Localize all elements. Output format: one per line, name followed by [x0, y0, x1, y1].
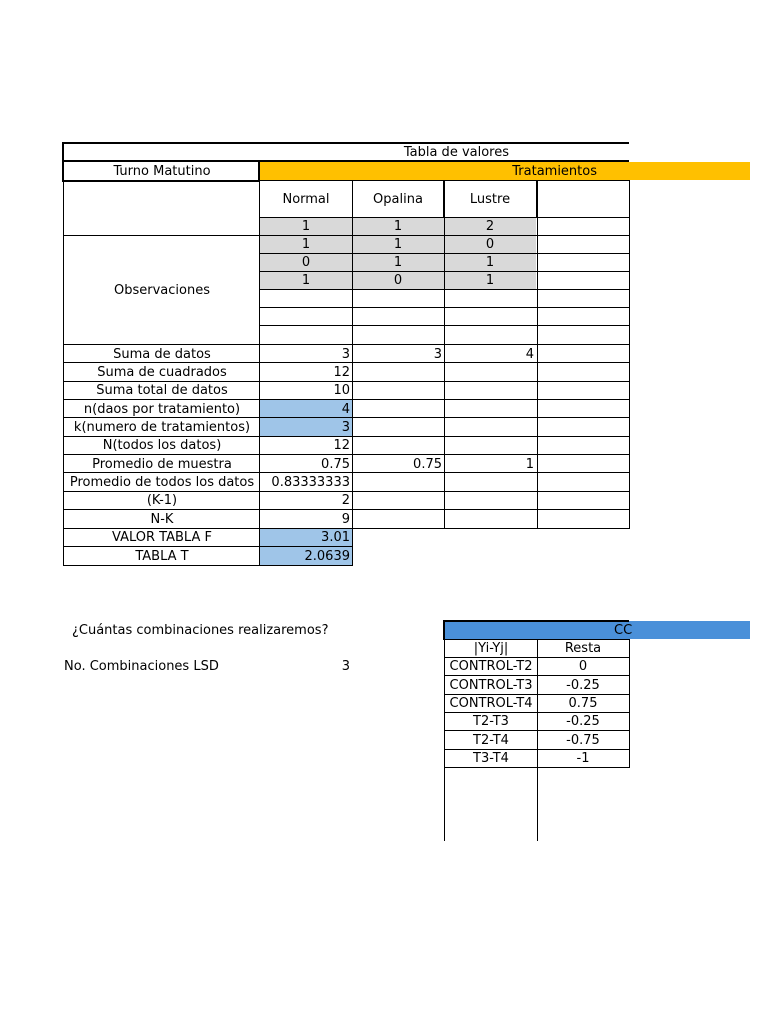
lsd-value: 3 [341, 658, 350, 674]
shift-label: Turno Matutino [113, 163, 211, 179]
stat-value: 1 [525, 456, 534, 472]
stat-value: 9 [341, 511, 350, 527]
resta-cell: -0.25 [566, 677, 600, 693]
stat-value: 0.75 [321, 456, 350, 472]
resta-cell: -0.75 [566, 732, 600, 748]
col-header-yi-yj: |Yi-Yj| [473, 640, 509, 656]
data-cell: 1 [352, 218, 444, 235]
resta-cell: 0.75 [568, 695, 598, 711]
stat-value: 4 [525, 346, 534, 362]
col-header-resta: Resta [564, 640, 602, 656]
stat-label: Promedio de todos los datos [69, 474, 255, 490]
pair-cell: T3-T4 [473, 750, 509, 766]
stat-value: 10 [333, 382, 350, 398]
comparison-header: CC [444, 621, 750, 639]
stat-value: 3 [433, 346, 442, 362]
data-cell: 1 [260, 218, 352, 235]
treatment-header-lustre: Lustre [469, 191, 511, 207]
observation-cell: 1 [444, 254, 536, 271]
observation-cell: 0 [260, 254, 352, 271]
pair-cell: T2-T3 [473, 713, 509, 729]
stat-label: N(todos los datos) [102, 437, 222, 453]
treatments-header: Tratamientos [260, 162, 750, 180]
observation-cell: 1 [352, 236, 444, 253]
stat-label: (K-1) [146, 492, 178, 508]
observations-label: Observaciones [114, 282, 210, 298]
resta-cell: -0.25 [566, 713, 600, 729]
stat-value: 0.75 [413, 456, 442, 472]
observation-cell: 0 [444, 236, 536, 253]
stat-label: k(numero de tratamientos) [73, 419, 251, 435]
resta-cell: -1 [576, 750, 590, 766]
lsd-label: No. Combinaciones LSD [64, 658, 219, 674]
tabla-t-cell[interactable]: 2.0639 [260, 547, 352, 565]
observation-cell: 1 [444, 272, 536, 289]
n-input-cell[interactable]: 4 [260, 400, 352, 418]
stat-label: n(daos por tratamiento) [83, 401, 241, 417]
valor-tabla-f-cell[interactable]: 3.01 [260, 528, 352, 546]
stat-value: 12 [333, 437, 350, 453]
stat-value: 3 [341, 346, 350, 362]
stat-value: 0.83333333 [271, 474, 350, 490]
stat-label: Suma total de datos [96, 382, 228, 398]
pair-cell: CONTROL-T3 [449, 677, 533, 693]
resta-cell: 0 [578, 658, 588, 674]
stat-label: N-K [150, 511, 174, 527]
table-title: Tabla de valores [403, 144, 509, 160]
tabla-t-label: TABLA T [135, 548, 189, 564]
stat-label: Suma de datos [113, 346, 211, 362]
stat-value: 2 [341, 492, 350, 508]
stat-value: 12 [333, 364, 350, 380]
k-input-cell[interactable]: 3 [260, 418, 352, 436]
stat-label: Promedio de muestra [92, 456, 232, 472]
stat-label: Suma de cuadrados [97, 364, 227, 380]
treatment-header-normal: Normal [282, 191, 330, 207]
data-cell: 2 [444, 218, 536, 235]
observation-cell: 0 [352, 272, 444, 289]
observation-cell: 1 [352, 254, 444, 271]
observation-cell: 1 [260, 272, 352, 289]
combinations-question: ¿Cuántas combinaciones realizaremos? [72, 622, 329, 638]
pair-cell: T2-T4 [473, 732, 509, 748]
pair-cell: CONTROL-T4 [449, 695, 533, 711]
observation-cell: 1 [260, 236, 352, 253]
treatment-header-opalina: Opalina [373, 191, 423, 207]
valor-tabla-f-label: VALOR TABLA F [112, 529, 212, 545]
pair-cell: CONTROL-T2 [449, 658, 533, 674]
